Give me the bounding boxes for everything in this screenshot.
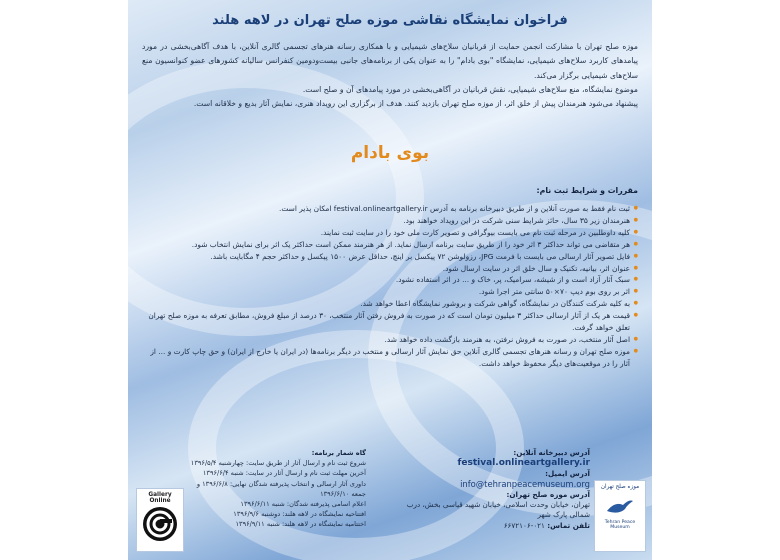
intro-paragraph: موضوع نمایشگاه، منع سلاح‌های شیمیایی، نقش قربانیان در آگاهی‌بخشی در مورد پیامدهای آن و صلح است. [302,84,638,94]
email-label: آدرس ایمیل: [545,468,590,478]
intro-paragraph: پیشنهاد می‌شود هنرمندان پیش از خلق اثر، از موزه صلح تهران بازدید کنند. هدف از برگزاری این رویداد هنری، نمایش آثار بدیع و خلاقانه است. [193,99,638,109]
schedule-item: داوری آثار ارسالی و انتخاب پذیرفته شدگان نهایی: ۱۳۹۶/۶/۸ و جمعه ۱۳۹۶/۶/۱۰ [196,479,366,498]
museum-address-label: آدرس موزه صلح تهران: [506,489,590,499]
schedule-heading: گاه شمار برنامه: [311,449,366,457]
secretariat-label: آدرس دبیرخانه آنلاین: [513,448,590,457]
rule-item: ● عنوان اثر، بیانیه، تکنیک و سال خلق اثر در سایت ارسال شود. [142,263,638,275]
logo-en-text: Tehran Peace Museum [604,520,636,530]
rule-item: ● موزه صلح تهران و رسانه هنرهای تجسمی گالری آنلاین حق نمایش آثار ارسالی و منتخب در دیگر برنامه‌ها (در ایران یا خارج از ایران) و حق چاپ کارت و ... از آثار را در موقعیت‌های دیگر محفوظ خواهد داشت. [142,346,638,370]
phone-number: ۰۲۱-۶۶۷۲۱۰۶ [503,520,545,530]
contact-block [400,448,590,531]
schedule-item: شروع ثبت نام و ارسال آثار از طریق سایت: چهارشنبه ۱۳۹۶/۵/۴ [190,459,366,468]
rules-list [142,203,638,370]
intro-text [142,40,638,111]
schedule-item: اعلام اسامی پذیرفته شدگان: شنبه ۱۳۹۶/۶/۱۱ [240,500,366,509]
rule-item: ● هر متقاضی می تواند حداکثر ۳ اثر خود را از طریق سایت برنامه ارسال نماید. از هر هنرمند ممکن است حداکثر یک اثر برای نمایش انتخاب شود. [142,239,638,251]
rule-item: ● قیمت هر یک از آثار ارسالی حداکثر ۳ میلیون تومان است که در صورت به فروش رفتن آثار منتخب، ۳۰ درصد از مبلغ فروش، مطابق تعرفه به موزه صلح تهران تعلق خواهد گرفت. [142,310,638,334]
schedule-item: آخرین مهلت ثبت نام و ارسال آثار در سایت: شنبه ۱۳۹۶/۶/۴ [202,469,366,478]
logo-fa-text: موزه صلح تهران [600,484,640,490]
phone-label: تلفن تماس: [547,520,590,530]
rule-item: ● به کلیه شرکت کنندگان در نمایشگاه، گواهی شرکت و بروشور نمایشگاه اعطا خواهد شد. [142,298,638,310]
secretariat-link[interactable]: festival.onlineartgallery.ir [457,458,590,469]
museum-address: تهران، خیابان وحدت اسلامی، خیابان شهید قیاسی بخش، درب شمالی پارک شهر [406,500,590,520]
rule-item: ● کلیه داوطلبین در مرحله ثبت نام می بایست بیوگرافی و تصویر کارت ملی خود را در سایت ثبت نمایند. [142,227,638,239]
gallery-online-logo [136,488,184,552]
footer [128,448,652,560]
email-link[interactable]: info@tehranpeacemuseum.org [460,479,590,490]
rule-item: ● سبک آثار آزاد است و از شیشه، سرامیک، پر، خاک و ... در اثر استفاده نشود. [142,274,638,286]
poster-title: فراخوان نمایشگاه نقاشی موزه صلح تهران در لاهه هلند [212,13,568,28]
schedule-block [188,448,366,530]
rule-item: ● هنرمندان زیر ۳۵ سال، حائز شرایط سنی شرکت در این رویداد خواهند بود. [142,215,638,227]
rule-item: ● ثبت نام فقط به صورت آنلاین و از طریق دبیرخانه برنامه به آدرس festival.onlineartgallery.ir امکان پذیر است. [142,203,638,215]
schedule-item: اختتامیه نمایشگاه در لاهه هلند: شنبه ۱۳۹۶/۹/۱۱ [235,520,366,529]
spiral-icon [141,505,179,543]
rule-item: ● فایل تصویر آثار ارسالی می بایست با فرمت JPG، رزولوشن ۷۲ پیکسل بر اینچ، حداقل عرض ۱۵۰۰ پیکسل و حداکثر حجم ۴ مگابایت باشد. [142,251,638,263]
logo-en-text: Gallery Online [148,492,172,504]
poster [128,0,652,560]
exhibition-name: بوی بادام [350,143,430,163]
rule-item: ● اصل آثار منتخب، در صورت به فروش نرفتن، به هنرمند بازگشت داده خواهد شد. [142,334,638,346]
tehran-peace-museum-logo [594,480,646,552]
rule-item: ● اثر بر روی بوم دیپ ۷۰×۵۰ سانتی متر اجرا شود. [142,286,638,298]
dove-icon [605,497,635,517]
intro-paragraph: موزه صلح تهران با مشارکت انجمن حمایت از قربانیان سلاح‌های شیمیایی و با همکاری رسانه هنرهای تجسمی گالری آنلاین، با هدف آگاهی‌بخشی در مورد پیامدهای کاربرد سلاح‌های شیمیایی، نمایشگاه "بوی بادام" را به عنوان یکی از برنامه‌های جانبی بیست‌ودومین کنفرانس سالیانه کشورهای عضو کنوانسیون منع سلاح‌های شیمیایی برگزار می‌کند. [142,42,638,80]
rules-heading: مقررات و شرایط ثبت نام: [536,186,638,195]
schedule-item: افتتاحیه نمایشگاه در لاهه هلند: دوشنبه ۱۳۹۶/۹/۶ [233,510,366,519]
